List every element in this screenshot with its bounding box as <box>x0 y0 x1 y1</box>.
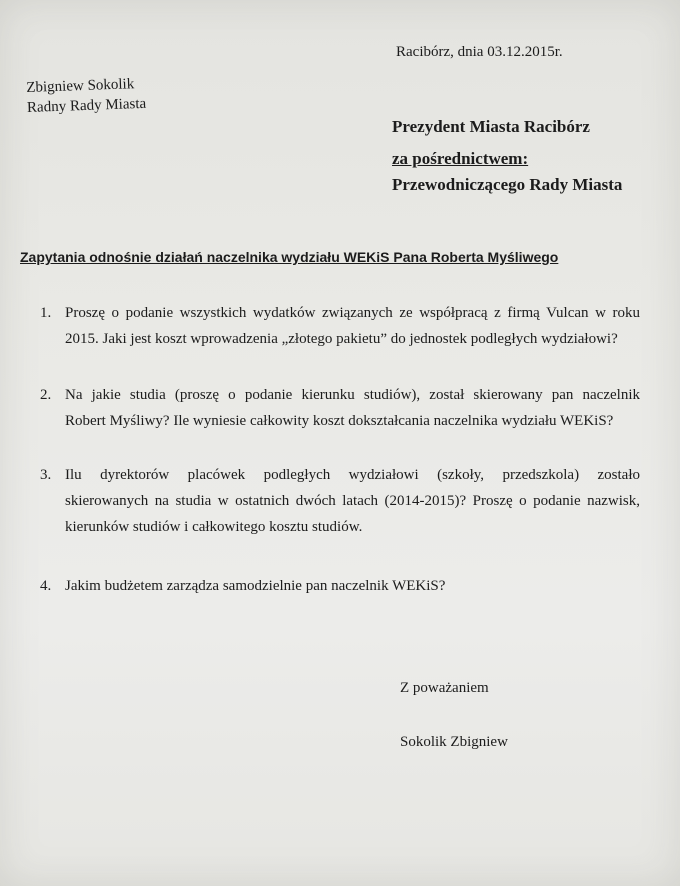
question-line: skierowanych na studia w ostatnich dwóch latach (2014-2015)? Proszę o podanie nazwisk, <box>65 493 640 509</box>
question-text <box>65 382 640 434</box>
question-line: Ilu dyrektorów placówek podległych wydziałowi (szkoły, przedszkola) zostało <box>65 467 640 483</box>
signature-name: Sokolik Zbigniew <box>400 734 508 750</box>
recipient-line-2: za pośrednictwem: <box>392 149 529 168</box>
question-line: Na jakie studia (proszę o podanie kierunku studiów), został skierowany pan naczelnik <box>65 387 640 403</box>
sender-block <box>26 74 146 118</box>
question-number: 2. <box>40 387 52 403</box>
question-line: kierunków studiów i całkowitego kosztu studiów. <box>65 519 363 535</box>
letter-date: Racibórz, dnia 03.12.2015r. <box>396 44 563 60</box>
question-line: Robert Myśliwy? Ile wyniesie całkowity koszt dokształcania naczelnika wydziału WEKiS? <box>65 413 614 429</box>
question-text <box>65 462 640 540</box>
sender-name: Zbigniew Sokolik <box>26 76 135 96</box>
question-text <box>65 573 640 599</box>
letter-subject: Zapytania odnośnie działań naczelnika wydziału WEKiS Pana Roberta Myśliwego <box>20 249 559 265</box>
question-number: 4. <box>40 578 52 594</box>
question-line: Proszę o podanie wszystkich wydatków związanych ze współpracą z firmą Vulcan w roku <box>65 305 640 321</box>
recipient-line-3: Przewodniczącego Rady Miasta <box>392 175 623 194</box>
question-text <box>65 300 640 352</box>
closing-phrase: Z poważaniem <box>400 680 489 696</box>
recipient-block <box>392 114 622 198</box>
question-line: 2015. Jaki jest koszt wprowadzenia „złotego pakietu” do jednostek podległych wydziałowi? <box>65 331 618 347</box>
question-line: Jakim budżetem zarządza samodzielnie pan naczelnik WEKiS? <box>65 578 446 594</box>
question-number: 3. <box>40 467 52 483</box>
question-number: 1. <box>40 305 52 321</box>
sender-title: Radny Rady Miasta <box>26 95 147 116</box>
recipient-line-1: Prezydent Miasta Racibórz <box>392 117 590 136</box>
